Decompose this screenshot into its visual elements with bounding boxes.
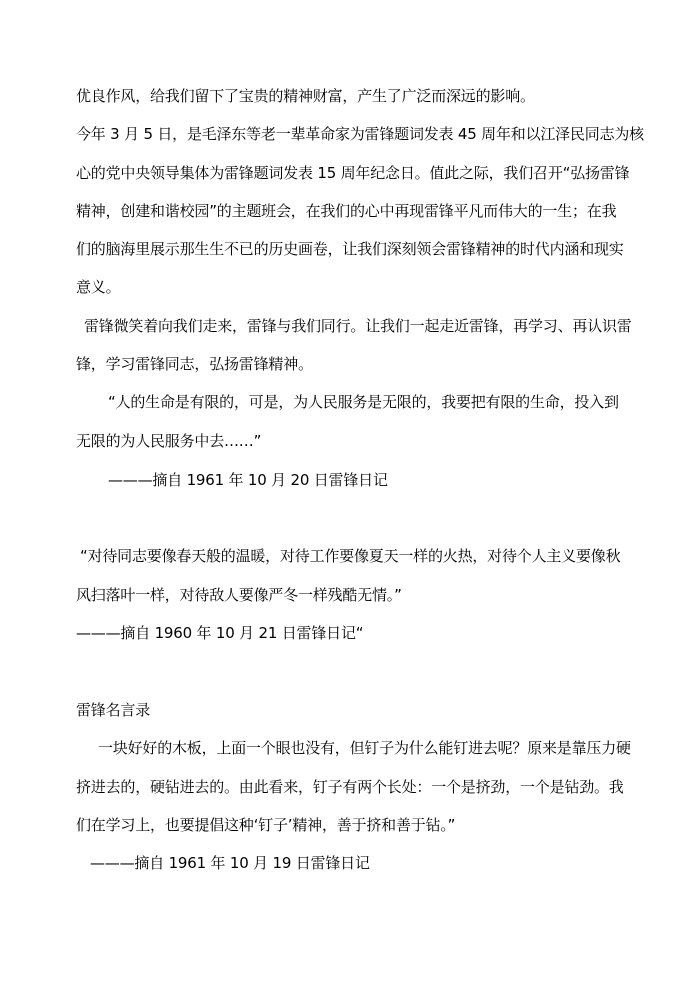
quote-source: ———摘自 1960 年 10 月 21 日雷锋日记“: [76, 624, 364, 642]
text-line: 们的脑海里展示那生生不已的历史画卷，让我们深刻领会雷锋精神的时代内涵和现实: [76, 240, 624, 258]
text-line: 精神，创建和谐校园”的主题班会，在我们的心中再现雷锋平凡而伟大的一生；在我: [76, 202, 617, 220]
quote-line: 们在学习上，也要提倡这种‘钉子’精神，善于挤和善于钻。”: [76, 816, 456, 834]
quote-source: ———摘自 1961 年 10 月 19 日雷锋日记: [90, 854, 370, 872]
text-line: 意义。: [76, 278, 121, 296]
quote-line: “对待同志要像春天般的温暖，对待工作要像夏天一样的火热，对待个人主义要像秋: [80, 547, 621, 565]
text-line: 雷锋微笑着向我们走来，雷锋与我们同行。让我们一起走近雷锋，再学习、再认识雷: [84, 317, 632, 335]
text-line: 优良作风，给我们留下了宝贵的精神财富，产生了广泛而深远的影响。: [76, 87, 535, 105]
quote-line: 无限的为人民服务中去……”: [76, 432, 262, 450]
quote-line: “人的生命是有限的，可是，为人民服务是无限的，我要把有限的生命，投入到: [108, 393, 619, 411]
quote-line: 风扫落叶一样，对待敌人要像严冬一样残酷无情。”: [76, 586, 402, 604]
quote-source: ———摘自 1961 年 10 月 20 日雷锋日记: [108, 471, 388, 489]
text-line: 锋，学习雷锋同志，弘扬雷锋精神。: [76, 355, 313, 373]
quote-line: 一块好好的木板，上面一个眼也没有，但钉子为什么能钉进去呢？原来是靠压力硬: [98, 739, 631, 757]
text-line: 今年 3 月 5 日，是毛泽东等老一辈革命家为雷锋题词发表 45 周年和以江泽民同志为核: [76, 125, 644, 143]
quote-line: 挤进去的，硬钻进去的。由此看来，钉子有两个长处：一个是挤劲，一个是钻劲。我: [76, 778, 624, 796]
text-line: 心的党中央领导集体为雷锋题词发表 15 周年纪念日。值此之际，我们召开“弘扬雷锋: [76, 164, 630, 182]
section-heading: 雷锋名言录: [76, 701, 151, 719]
